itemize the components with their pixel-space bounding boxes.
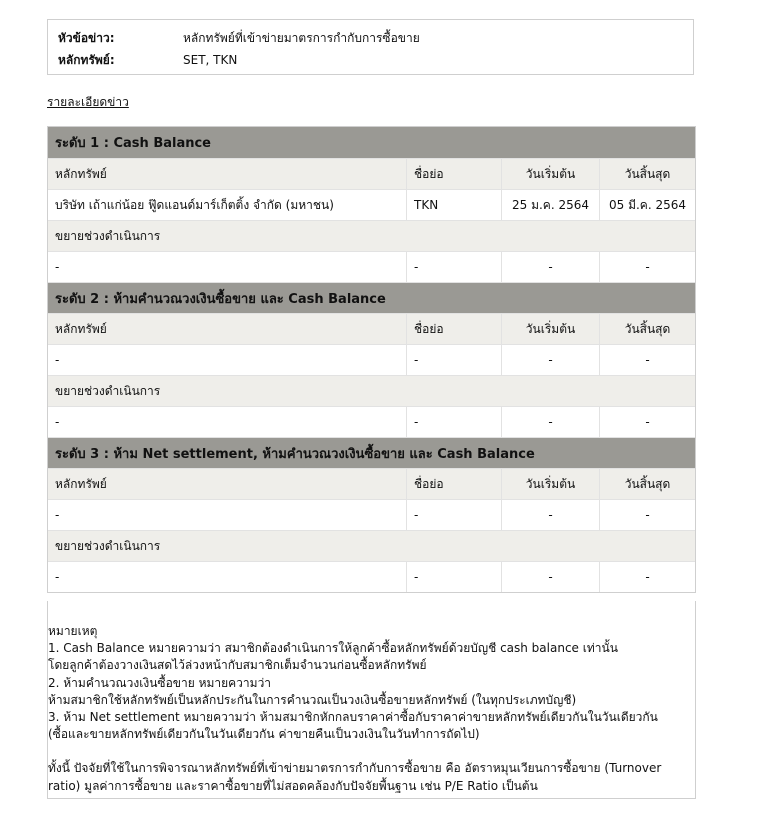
cell-end: - (599, 562, 695, 592)
col-security: หลักทรัพย์ (55, 321, 107, 336)
note-line: 2. ห้ามคำนวณวงเงินซื้อขาย หมายความว่า (48, 675, 272, 690)
col-start: วันเริ่มต้น (501, 159, 599, 189)
table-row (48, 406, 695, 437)
topic-label: หัวข้อข่าว: (58, 31, 115, 45)
level-3-column-header (48, 468, 695, 499)
level-3-extend-label: ขยายช่วงดำเนินการ (48, 530, 695, 561)
cell-symbol: - (406, 252, 501, 282)
col-end: วันสิ้นสุด (599, 314, 695, 344)
cell-end: - (599, 252, 695, 282)
col-symbol: ชื่อย่อ (406, 469, 501, 499)
cell-symbol: TKN (406, 190, 501, 220)
security-value: SET, TKN (183, 53, 238, 67)
cell-security: - (55, 570, 60, 584)
measures-table (47, 126, 696, 593)
cell-end: - (599, 345, 695, 375)
level-1-column-header (48, 158, 695, 189)
cell-end: 05 มี.ค. 2564 (599, 190, 695, 220)
level-1-heading: ระดับ 1 : Cash Balance (48, 127, 695, 158)
cell-start: - (501, 345, 599, 375)
cell-symbol: - (406, 562, 501, 592)
cell-symbol: - (406, 407, 501, 437)
cell-start: - (501, 407, 599, 437)
level-3-heading: ระดับ 3 : ห้าม Net settlement, ห้ามคำนวณวงเงินซื้อขาย และ Cash Balance (48, 437, 695, 468)
cell-security: - (55, 260, 60, 274)
col-start: วันเริ่มต้น (501, 469, 599, 499)
notes-gap (48, 743, 695, 760)
cell-start: - (501, 500, 599, 530)
cell-symbol: - (406, 345, 501, 375)
col-symbol: ชื่อย่อ (406, 159, 501, 189)
cell-start: - (501, 252, 599, 282)
note-line: 1. Cash Balance หมายความว่า สมาชิกต้องดำเนินการให้ลูกค้าซื้อหลักทรัพย์ด้วยบัญชี cash balance เท่านั้น (48, 641, 618, 656)
cell-security: - (55, 415, 60, 429)
note-line: (ซื้อและขายหลักทรัพย์เดียวกันในวันเดียวกัน ค่าขายคืนเป็นวงเงินในวันทำการถัดไป) (48, 727, 480, 742)
topic-value: หลักทรัพย์ที่เข้าข่ายมาตรการกำกับการซื้อขาย (183, 31, 420, 45)
col-security: หลักทรัพย์ (55, 476, 107, 491)
table-row (48, 561, 695, 592)
footer-line: ratio) มูลค่าการซื้อขาย และราคาซื้อขายที่ไม่สอดคล้องกับปัจจัยพื้นฐาน เช่น P/E Ratio เป็นต้น (48, 778, 538, 793)
col-symbol: ชื่อย่อ (406, 314, 501, 344)
table-row (48, 251, 695, 282)
cell-security: - (55, 353, 60, 367)
level-2-heading: ระดับ 2 : ห้ามคำนวณวงเงินซื้อขาย และ Cash Balance (48, 282, 695, 313)
table-row (48, 344, 695, 375)
level-2-column-header (48, 313, 695, 344)
note-line: 3. ห้าม Net settlement หมายความว่า ห้ามสมาชิกหักกลบราคาค่าซื้อกับราคาค่าขายหลักทรัพย์เดียวกันในวันเดียวกัน (48, 710, 658, 725)
footer-line: ทั้งนี้ ปัจจัยที่ใช้ในการพิจารณาหลักทรัพย์ที่เข้าข่ายมาตรการกำกับการซื้อขาย คือ อัตราหมุนเวียนการซื้อขาย (Turnover (48, 761, 662, 776)
table-row (48, 499, 695, 530)
col-end: วันสิ้นสุด (599, 159, 695, 189)
col-security: หลักทรัพย์ (55, 166, 107, 181)
note-line: โดยลูกค้าต้องวางเงินสดไว้ล่วงหน้ากับสมาชิกเต็มจำนวนก่อนซื้อหลักทรัพย์ (48, 658, 427, 673)
cell-security: บริษัท เถ้าแก่น้อย ฟู๊ดแอนด์มาร์เก็ตติ้ง จำกัด (มหาชน) (55, 197, 334, 212)
cell-start: - (501, 562, 599, 592)
news-header-box (47, 19, 694, 75)
news-detail-link[interactable]: รายละเอียดข่าว (47, 95, 129, 109)
note-line: ห้ามสมาชิกใช้หลักทรัพย์เป็นหลักประกันในการคำนวณเป็นวงเงินซื้อขายหลักทรัพย์ (ในทุกประเภทบัญชี) (48, 692, 577, 707)
table-row (48, 189, 695, 220)
level-2-extend-label: ขยายช่วงดำเนินการ (48, 375, 695, 406)
level-1-extend-label: ขยายช่วงดำเนินการ (48, 220, 695, 251)
col-start: วันเริ่มต้น (501, 314, 599, 344)
security-label: หลักทรัพย์: (58, 53, 115, 67)
notes-section (47, 601, 696, 799)
cell-end: - (599, 500, 695, 530)
notes-title: หมายเหตุ (48, 624, 98, 638)
cell-security: - (55, 508, 60, 522)
cell-start: 25 ม.ค. 2564 (501, 190, 599, 220)
cell-symbol: - (406, 500, 501, 530)
col-end: วันสิ้นสุด (599, 469, 695, 499)
cell-end: - (599, 407, 695, 437)
